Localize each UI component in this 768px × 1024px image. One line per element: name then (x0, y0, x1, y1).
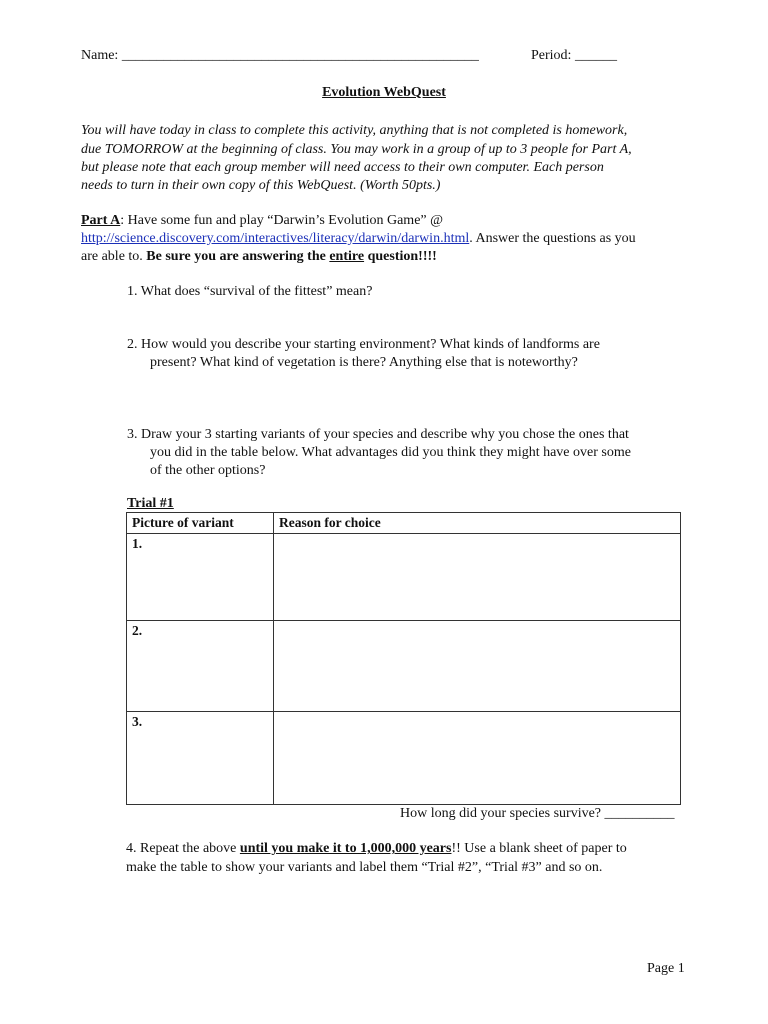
page-number: Page 1 (647, 961, 685, 976)
row-3-picture[interactable]: 3. (127, 712, 274, 805)
intro-line-3: but please note that each group member will need access to their own computer. Each person (81, 160, 604, 175)
row-1-reason[interactable] (274, 534, 681, 621)
question-2-line-2: present? What kind of vegetation is there? Anything else that is noteworthy? (150, 355, 578, 370)
darwin-game-link[interactable]: http://science.discovery.com/interactives/literacy/darwin/darwin.html (81, 231, 470, 246)
survival-question: How long did your species survive? __________ (400, 806, 675, 821)
row-2-picture[interactable]: 2. (127, 621, 274, 712)
part-a-line-1 (81, 211, 443, 230)
table-row (127, 534, 681, 621)
question-4-line-1 (126, 839, 627, 858)
page-title: Evolution WebQuest (322, 85, 446, 100)
name-field-label: Name: ___________________________________________________ (81, 48, 479, 63)
header-reason: Reason for choice (274, 513, 681, 534)
row-3-reason[interactable] (274, 712, 681, 805)
trial-header-row (127, 513, 681, 534)
table-row (127, 621, 681, 712)
row-2-reason[interactable] (274, 621, 681, 712)
emphasis-end: question!!!! (364, 249, 437, 264)
part-a-emphasis (146, 249, 437, 264)
period-field-label: Period: ______ (531, 48, 617, 63)
question-3-line-1: 3. Draw your 3 starting variants of your species and describe why you chose the ones that (127, 427, 629, 442)
emphasis-entire: entire (329, 249, 365, 264)
part-a-text-3: are able to. (81, 249, 147, 264)
q4-prefix: 4. Repeat the above (126, 841, 240, 856)
part-a-line-3 (81, 247, 437, 266)
question-3-line-2: you did in the table below. What advantages did you think they might have over some (150, 445, 631, 460)
q4-suffix: !! Use a blank sheet of paper to (451, 841, 627, 856)
row-1-picture[interactable]: 1. (127, 534, 274, 621)
trial-label: Trial #1 (127, 496, 174, 511)
table-row (127, 712, 681, 805)
part-a-line-2 (81, 229, 636, 248)
question-4-line-2: make the table to show your variants and label them “Trial #2”, “Trial #3” and so on. (126, 860, 603, 875)
trial-table (126, 512, 681, 805)
part-a-text-2: . Answer the questions as you (469, 231, 636, 246)
question-2-line-1: 2. How would you describe your starting environment? What kinds of landforms are (127, 337, 600, 352)
q4-emphasis: until you make it to 1,000,000 years (239, 841, 452, 856)
intro-line-2: due TOMORROW at the beginning of class. You may work in a group of up to 3 people for Part A, (81, 142, 632, 157)
part-a-label: Part A (81, 213, 121, 228)
intro-line-1: You will have today in class to complete this activity, anything that is not completed is homework, (81, 123, 628, 138)
part-a-text: : Have some fun and play “Darwin’s Evolution Game” @ (120, 213, 444, 228)
question-1: 1. What does “survival of the fittest” mean? (127, 284, 373, 299)
emphasis-text: Be sure you are answering the (146, 249, 330, 264)
header-picture: Picture of variant (127, 513, 274, 534)
intro-line-4: needs to turn in their own copy of this WebQuest. (Worth 50pts.) (81, 178, 441, 193)
question-3-line-3: of the other options? (150, 463, 266, 478)
